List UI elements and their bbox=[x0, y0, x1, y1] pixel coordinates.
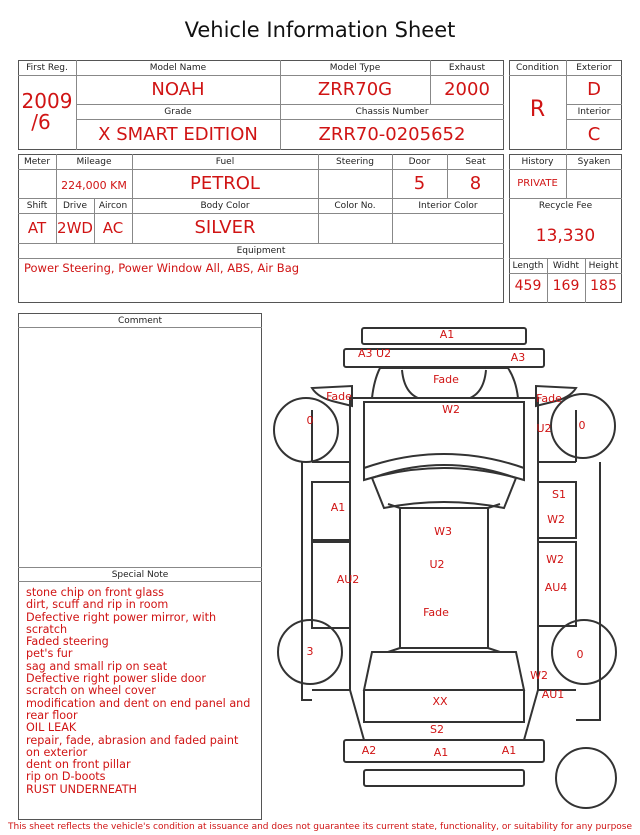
color-no-label: Color No. bbox=[334, 201, 376, 211]
condition-label: Condition bbox=[516, 63, 559, 73]
equipment-label: Equipment bbox=[236, 246, 286, 256]
seat-value: 8 bbox=[469, 173, 482, 194]
note-line: pet's fur bbox=[26, 647, 73, 661]
height-label: Height bbox=[588, 261, 619, 271]
note-line: sag and small rip on seat bbox=[26, 659, 168, 673]
history-label: History bbox=[521, 157, 554, 167]
mark-right-rear-quarter-top: W2 bbox=[530, 669, 548, 682]
steering-label: Steering bbox=[336, 157, 374, 167]
grade-value: X SMART EDITION bbox=[98, 124, 258, 145]
recycle-fee-label: Recycle Fee bbox=[538, 201, 593, 211]
spare-wheel-part bbox=[556, 748, 616, 808]
note-line: Faded steering bbox=[26, 635, 109, 649]
interior-color-label: Interior Color bbox=[418, 201, 478, 211]
seat-label: Seat bbox=[465, 157, 486, 167]
mileage-value: 224,000 KM bbox=[61, 179, 127, 192]
meter-label: Meter bbox=[23, 157, 51, 167]
mark-right-front-door-top: S1 bbox=[552, 488, 566, 501]
first-reg-year: 2009 bbox=[21, 89, 73, 113]
model-type-label: Model Type bbox=[329, 63, 381, 73]
note-line: Defective right power mirror, with bbox=[26, 610, 217, 624]
note-line: dent on front pillar bbox=[26, 758, 131, 772]
mileage-label: Mileage bbox=[76, 157, 112, 167]
roof-part bbox=[372, 465, 516, 508]
syaken-label: Syaken bbox=[577, 157, 611, 167]
body-color-value: SILVER bbox=[194, 217, 256, 238]
mark-front-bumper: A1 bbox=[439, 328, 455, 341]
mark-front-left-corner: A3 U2 bbox=[358, 347, 392, 360]
mark-right-rear-door: AU4 bbox=[544, 581, 568, 594]
mark-right-fender: U2 bbox=[536, 422, 552, 435]
model-name-value: NOAH bbox=[151, 79, 205, 100]
mark-right-rear-door-top: W2 bbox=[546, 553, 564, 566]
note-line: modification and dent on end panel and bbox=[26, 696, 251, 710]
mark-rear-glass: XX bbox=[432, 695, 448, 708]
width-value: 169 bbox=[552, 278, 580, 294]
exhaust-value: 2000 bbox=[444, 79, 490, 100]
mark-windshield: W2 bbox=[442, 403, 460, 416]
mark-rear-left-wheel: 3 bbox=[306, 645, 314, 658]
mark-roof-rear: Fade bbox=[423, 606, 449, 619]
note-line: repair, fade, abrasion and faded paint bbox=[26, 733, 239, 747]
page-title: Vehicle Information Sheet bbox=[184, 18, 456, 42]
mark-left-mirror: Fade bbox=[326, 390, 352, 403]
mark-rear-bumper-center: A1 bbox=[433, 746, 449, 759]
note-line: RUST UNDERNEATH bbox=[26, 782, 137, 796]
history-value: PRIVATE bbox=[517, 178, 558, 189]
rear-step-part bbox=[364, 770, 524, 786]
note-line: stone chip on front glass bbox=[26, 586, 164, 599]
aircon-label: Aircon bbox=[98, 201, 128, 211]
fuel-label: Fuel bbox=[215, 157, 235, 167]
mark-bonnet: Fade bbox=[433, 373, 459, 386]
length-value: 459 bbox=[514, 278, 542, 294]
mark-right-front-door: W2 bbox=[547, 513, 565, 526]
shift-label: Shift bbox=[26, 201, 48, 211]
shift-value: AT bbox=[27, 219, 47, 237]
rear-glass-part bbox=[364, 652, 524, 690]
height-value: 185 bbox=[590, 278, 617, 294]
front-left-wheel-part bbox=[274, 398, 338, 462]
note-line: rip on D-boots bbox=[26, 770, 106, 784]
mark-roof-front: W3 bbox=[434, 525, 452, 538]
exhaust-label: Exhaust bbox=[448, 63, 486, 73]
mark-front-right-corner: A3 bbox=[510, 351, 526, 364]
mark-front-right-wheel: 0 bbox=[578, 419, 586, 432]
note-line: rear floor bbox=[26, 708, 78, 722]
length-label: Length bbox=[512, 261, 544, 271]
mark-rear-bumper-left: A2 bbox=[361, 744, 377, 757]
note-line: OIL LEAK bbox=[26, 721, 77, 735]
condition-grade: R bbox=[529, 97, 546, 122]
model-name-label: Model Name bbox=[149, 63, 207, 73]
mark-roof-mid: U2 bbox=[429, 558, 445, 571]
note-line: dirt, scuff and rip in room bbox=[26, 598, 169, 612]
fuel-value: PETROL bbox=[190, 173, 260, 194]
chassis-number-label: Chassis Number bbox=[355, 107, 429, 117]
special-notes-list bbox=[26, 587, 250, 796]
interior-label: Interior bbox=[577, 107, 611, 117]
drive-label: Drive bbox=[63, 201, 87, 211]
exterior-grade: D bbox=[587, 79, 601, 100]
aircon-value: AC bbox=[102, 219, 124, 237]
mark-front-left-wheel: 0 bbox=[306, 414, 314, 427]
model-type-value: ZRR70G bbox=[317, 79, 393, 100]
note-line: scratch bbox=[26, 622, 68, 636]
note-line: Defective right power slide door bbox=[26, 672, 206, 686]
note-line: on exterior bbox=[26, 745, 88, 759]
note-line: scratch on wheel cover bbox=[26, 684, 156, 698]
door-value: 5 bbox=[413, 173, 426, 194]
mark-left-rear-door: AU2 bbox=[336, 573, 360, 586]
door-label: Door bbox=[408, 157, 431, 167]
recycle-fee-value: 13,330 bbox=[535, 226, 596, 246]
mark-right-rear-quarter: AU1 bbox=[541, 688, 565, 701]
body-color-label: Body Color bbox=[200, 201, 250, 211]
mark-left-front-door: A1 bbox=[330, 501, 346, 514]
special-note-label: Special Note bbox=[111, 570, 169, 580]
first-reg-label: First Reg. bbox=[26, 63, 68, 73]
comment-label: Comment bbox=[117, 316, 163, 326]
interior-grade: C bbox=[587, 124, 601, 145]
width-label: Widht bbox=[552, 261, 580, 271]
chassis-number-value: ZRR70-0205652 bbox=[318, 124, 466, 145]
first-reg-month: /6 bbox=[31, 110, 51, 134]
exterior-label: Exterior bbox=[576, 63, 612, 73]
drive-value: 2WD bbox=[57, 219, 93, 237]
mark-rear-right-wheel: 0 bbox=[576, 648, 584, 661]
mark-right-mirror: Fade bbox=[536, 392, 562, 405]
disclaimer-footer: This sheet reflects the vehicle's condition at issuance and does not guarantee its current state, functionality, or suitability for any purpose bbox=[7, 822, 633, 832]
equipment-value: Power Steering, Power Window All, ABS, Air Bag bbox=[24, 261, 300, 275]
mark-rear-bumper-right: A1 bbox=[501, 744, 517, 757]
mark-back-door: S2 bbox=[430, 723, 444, 736]
grade-label: Grade bbox=[164, 107, 192, 117]
